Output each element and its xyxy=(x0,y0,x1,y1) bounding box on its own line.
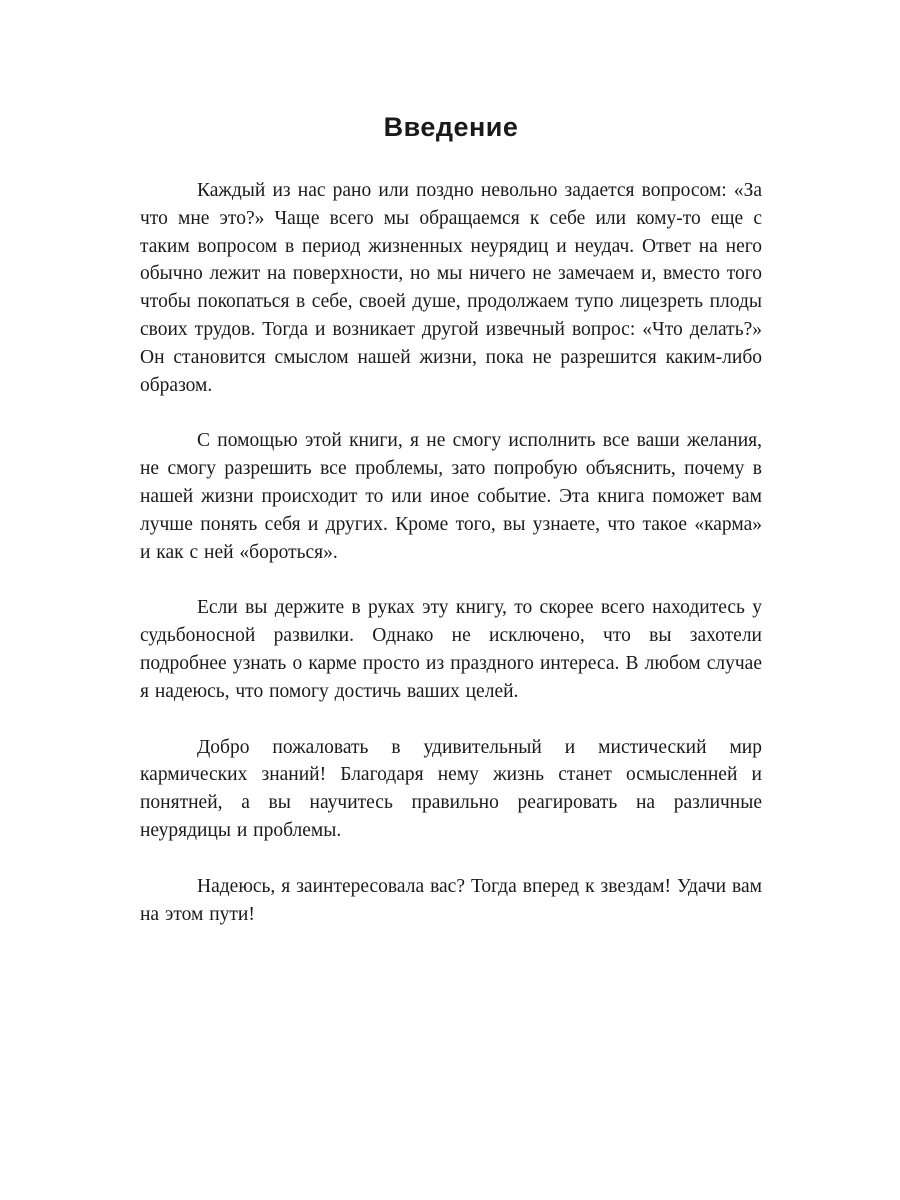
text-block xyxy=(140,112,762,928)
paragraph: С помощью этой книги, я не смогу исполнить все ваши желания, не смогу разрешить все проблемы, зато попробую объяснить, почему в нашей жизни происходит то или иное событие. Эта книга поможет вам лучше понять себя и других. Кроме того, вы узнаете, что такое «карма» и как с ней «бороться». xyxy=(140,430,762,563)
paragraph: Если вы держите в руках эту книгу, то скорее всего находитесь у судьбоносной развилки. Однако не исключено, что вы захотели подробнее узнать о карме просто из праздного интереса. В любом случае я надеюсь, что помогу достичь ваших целей. xyxy=(140,597,762,702)
page-title: Введение xyxy=(383,112,519,142)
paragraph: Добро пожаловать в удивительный и мистический мир кармических знаний! Благодаря нему жизнь станет осмысленней и понятней, а вы научитесь правильно реагировать на различные неурядицы и проблемы. xyxy=(140,736,762,841)
paragraph: Надеюсь, я заинтересовала вас? Тогда вперед к звездам! Удачи вам на этом пути! xyxy=(140,875,762,925)
paragraph: Каждый из нас рано или поздно невольно задается вопросом: «За что мне это?» Чаще всего мы обращаемся к себе или кому-то еще с таким вопросом в период жизненных неурядиц и неудач. Ответ на него обычно лежит на поверхности, но мы ничего не замечаем и, вместо того чтобы покопаться в себе, своей душе, продолжаем тупо лицезреть плоды своих трудов. Тогда и возникает другой извечный вопрос: «Что делать?» Он становится смыслом нашей жизни, пока не разрешится каким-либо образом. xyxy=(140,180,762,396)
